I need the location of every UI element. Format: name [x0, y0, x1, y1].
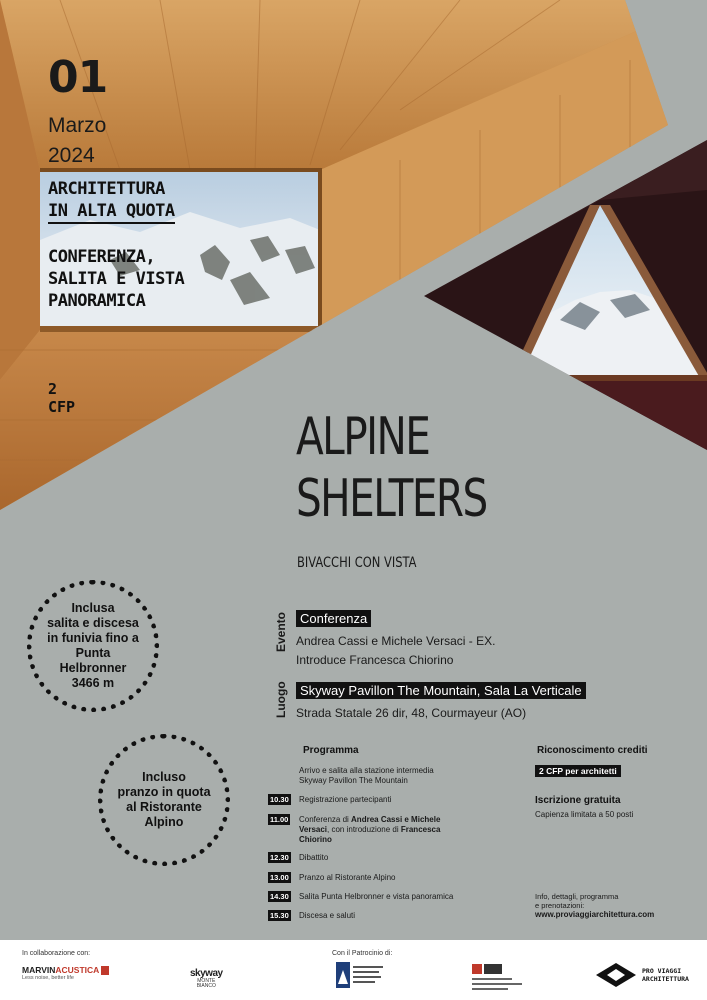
cfp-number: 2: [48, 380, 58, 398]
date-day: 01: [48, 52, 108, 103]
program-item-bold: Francesca: [400, 825, 441, 834]
programma-intro1: Arrivo e salita alla stazione intermedia: [299, 766, 434, 775]
iscrizione-heading: Iscrizione gratuita: [535, 795, 621, 806]
circle1-line6: 3466 m: [71, 676, 115, 690]
evento-heading: Conferenza: [296, 610, 371, 627]
headline-line3: CONFERENZA,: [48, 247, 156, 267]
circle1-line2: salita e discesa: [47, 616, 139, 630]
crediti-heading: Riconoscimento crediti: [537, 745, 648, 756]
funivia-badge: [27, 580, 159, 712]
skyway-logo: [190, 968, 223, 989]
skyway-word: skyway: [190, 968, 223, 979]
luogo-block: [296, 682, 586, 720]
cfp-badge: 2 CFP per architetti: [535, 765, 621, 777]
info-line2: e prenotazioni:: [535, 901, 585, 910]
program-item-text: Conferenza di: [299, 815, 352, 824]
evento-line2: Introduce Francesca Chiorino: [296, 653, 454, 667]
info-line1: Info, dettagli, programma: [535, 892, 619, 901]
patrocinio-label: Con il Patrocinio di:: [332, 950, 393, 957]
program-time: 15.30: [270, 911, 289, 920]
pva-line2: ARCHITETTURA: [642, 975, 689, 983]
programma-intro2: Skyway Pavillon The Mountain: [299, 776, 408, 785]
evento-block: [296, 610, 495, 667]
capienza-text: Capienza limitata a 50 posti: [535, 810, 634, 819]
skyway-monte: MONTE: [197, 978, 216, 984]
program-time: 10.30: [270, 795, 289, 804]
luogo-line1: Strada Statale 26 dir, 48, Courmayeur (AO): [296, 706, 527, 720]
headline-line2: IN ALTA QUOTA: [48, 200, 175, 224]
program-time: 13.00: [270, 873, 289, 882]
luogo-label: Luogo: [274, 681, 288, 718]
info-block: [535, 892, 705, 919]
title-line1: ALPINE: [296, 407, 430, 467]
circle1-line1: Inclusa: [71, 601, 115, 615]
program-item: [299, 815, 469, 845]
program-item-bold: Andrea Cassi e Michele: [351, 815, 441, 824]
marvin-word1: MARVIN: [22, 965, 56, 975]
pro-viaggi-architettura-logo: [594, 962, 689, 988]
programma-heading: Programma: [303, 745, 359, 756]
circle2-line2: pranzo in quota: [117, 785, 211, 799]
program-time: 14.30: [270, 892, 289, 901]
headline-line1: ARCHITETTURA: [48, 179, 165, 199]
program-item-bold: Versaci: [299, 825, 328, 834]
event-subtitle: BIVACCHI CON VISTA: [297, 555, 417, 571]
program-item: Salita Punta Helbronner e vista panoramica: [299, 892, 454, 901]
evento-line1: Andrea Cassi e Michele Versaci - EX.: [296, 634, 496, 648]
event-title: [296, 406, 487, 530]
date-year: 2024: [48, 144, 95, 167]
headline-architettura: [48, 178, 175, 224]
cfp-label: [48, 380, 75, 416]
programma-intro: [299, 766, 469, 786]
luogo-heading: Skyway Pavillon The Mountain, Sala La Verticale: [296, 682, 586, 699]
circle2-line4: Alpino: [144, 815, 184, 829]
marvin-mark-icon: [101, 966, 109, 975]
circle1-line3: in funivia fino a: [47, 631, 139, 645]
program-item-bold: Chiorino: [299, 835, 332, 844]
headline-line4: SALITA E VISTA: [48, 269, 185, 289]
program-item-text: , con introduzione di: [327, 825, 401, 834]
pva-line1: PRO VIAGGI: [642, 967, 682, 975]
headline-conferenza: [48, 246, 184, 312]
skyway-bianco: BIANCO: [196, 983, 216, 989]
circle1-line5: Helbronner: [59, 661, 127, 675]
cfp-text: CFP: [48, 398, 76, 416]
program-item: Dibattito: [299, 853, 329, 862]
evento-label: Evento: [274, 611, 288, 652]
pva-mark-icon: [594, 962, 638, 988]
museo-logo: [472, 962, 526, 992]
circle2-line1: Incluso: [142, 770, 186, 784]
marvin-acustica-logo: [22, 965, 109, 981]
date-month: Marzo: [48, 114, 107, 137]
pranzo-badge: [98, 734, 230, 866]
program-item: Registrazione partecipanti: [299, 795, 392, 804]
headline-line5: PANORAMICA: [48, 291, 146, 311]
circle2-line3: al Ristorante: [126, 800, 202, 814]
marvin-word2: ACUSTICA: [55, 965, 99, 975]
marvin-tagline: Less noise, better life: [22, 975, 74, 982]
website-link[interactable]: www.proviaggiarchitettura.com: [535, 910, 655, 919]
title-line2: SHELTERS: [296, 469, 487, 529]
circle1-line4: Punta: [75, 646, 111, 660]
ordine-architetti-logo: [336, 962, 384, 992]
collab-label: In collaborazione con:: [22, 950, 91, 957]
program-time: 11.00: [270, 815, 289, 824]
program-time: 12.30: [270, 853, 289, 862]
program-item: Pranzo al Ristorante Alpino: [299, 873, 396, 882]
program-item: Discesa e saluti: [299, 911, 356, 920]
